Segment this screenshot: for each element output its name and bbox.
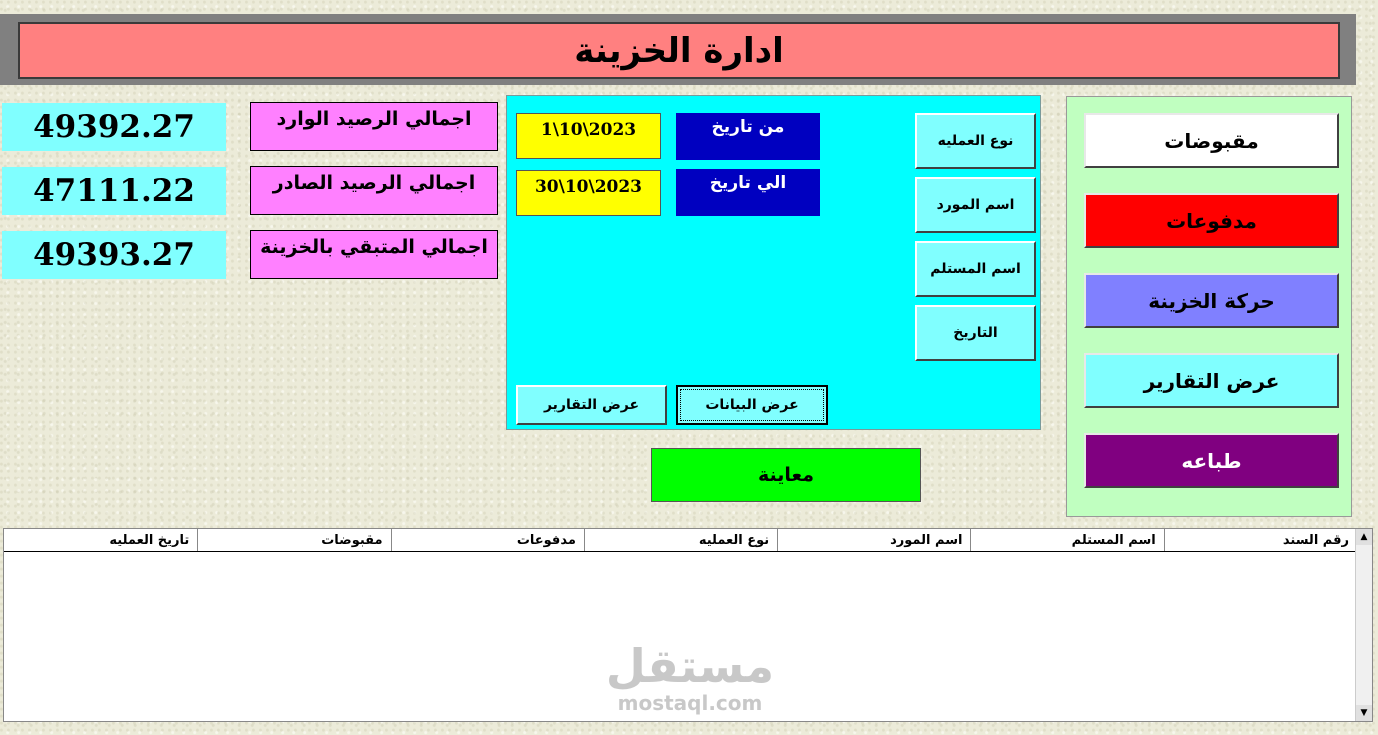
column-receipts[interactable]: مقبوضات bbox=[197, 529, 390, 551]
payments-button[interactable]: مدفوعات bbox=[1084, 193, 1339, 248]
show-reports-button[interactable]: عرض التقارير bbox=[516, 385, 667, 425]
receipts-button[interactable]: مقبوضات bbox=[1084, 113, 1339, 168]
total-outgoing-value: 47111.22 bbox=[2, 167, 226, 215]
total-remaining-label: اجمالي المتبقي بالخزينة bbox=[250, 230, 498, 279]
from-date-field[interactable]: 1\10\2023 bbox=[516, 113, 661, 159]
show-data-button[interactable]: عرض البيانات bbox=[676, 385, 828, 425]
column-recipient-name[interactable]: اسم المستلم bbox=[970, 529, 1163, 551]
treasury-movement-button[interactable]: حركة الخزينة bbox=[1084, 273, 1339, 328]
column-supplier-name[interactable]: اسم المورد bbox=[777, 529, 970, 551]
column-voucher-number[interactable]: رقم السند bbox=[1164, 529, 1357, 551]
to-date-label: الي تاريخ bbox=[676, 169, 820, 216]
total-incoming-label: اجمالي الرصيد الوارد bbox=[250, 102, 498, 151]
total-incoming-value: 49392.27 bbox=[2, 103, 226, 151]
reports-button[interactable]: عرض التقارير bbox=[1084, 353, 1339, 408]
vertical-scrollbar[interactable] bbox=[1355, 529, 1372, 721]
column-operation-date[interactable]: تاريخ العمليه bbox=[109, 532, 190, 548]
to-date-field[interactable]: 30\10\2023 bbox=[516, 170, 661, 216]
sort-by-date-button[interactable]: التاريخ bbox=[915, 305, 1036, 361]
scroll-down-arrow-icon[interactable]: ▼ bbox=[1356, 705, 1372, 721]
column-payments[interactable]: مدفوعات bbox=[391, 529, 584, 551]
total-remaining-value: 49393.27 bbox=[2, 231, 226, 279]
total-outgoing-label: اجمالي الرصيد الصادر bbox=[250, 166, 498, 215]
page-title: ادارة الخزينة bbox=[18, 22, 1340, 79]
sort-by-supplier-button[interactable]: اسم المورد bbox=[915, 177, 1036, 233]
column-operation-type[interactable]: نوع العمليه bbox=[584, 529, 777, 551]
mostaql-watermark-logo: مستقل mostaql.com bbox=[605, 639, 775, 715]
sort-by-operation-type-button[interactable]: نوع العمليه bbox=[915, 113, 1036, 169]
sort-by-recipient-button[interactable]: اسم المستلم bbox=[915, 241, 1036, 297]
from-date-label: من تاريخ bbox=[676, 113, 820, 160]
print-button[interactable]: طباعه bbox=[1084, 433, 1339, 488]
preview-button[interactable]: معاينة bbox=[651, 448, 921, 502]
list-header bbox=[4, 529, 1357, 552]
scroll-up-arrow-icon[interactable]: ▲ bbox=[1356, 529, 1372, 545]
